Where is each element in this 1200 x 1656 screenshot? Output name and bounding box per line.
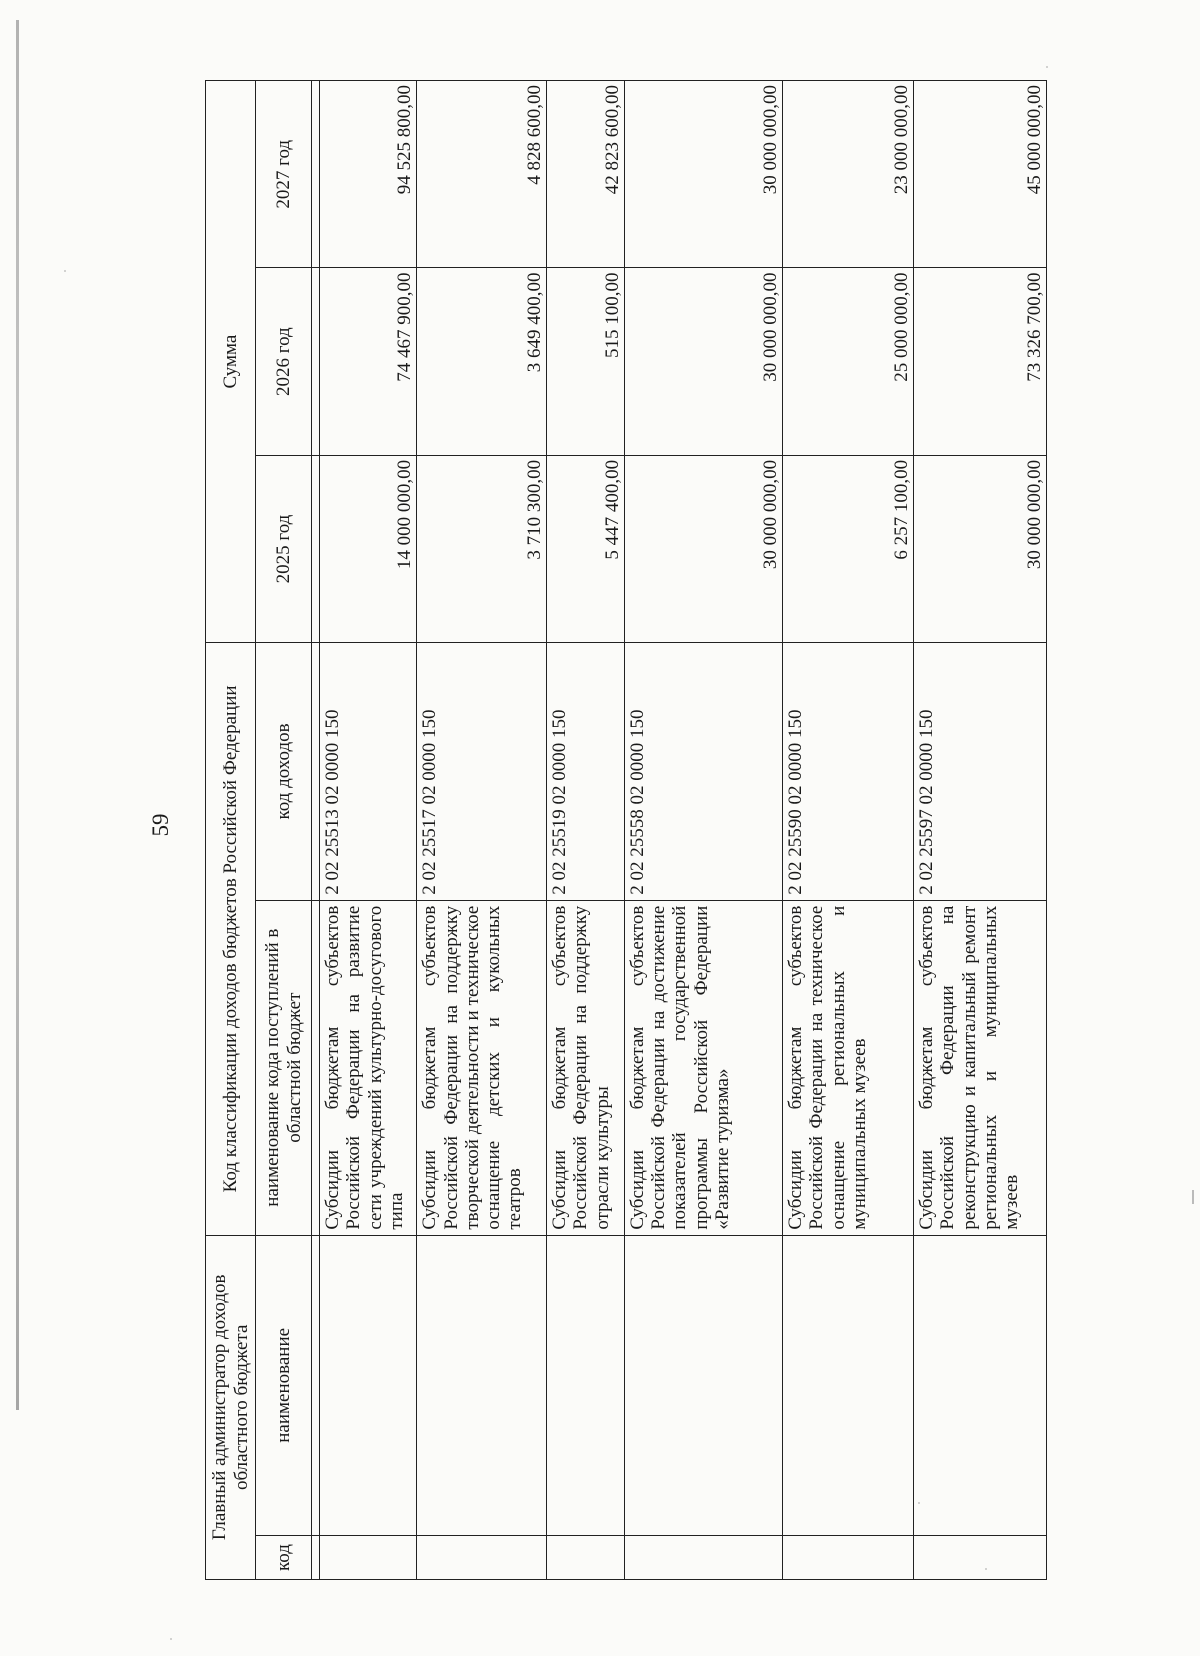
sum-2027-cell: 4 828 600,00 bbox=[417, 81, 547, 268]
name-cell bbox=[417, 1235, 547, 1535]
scan-speck bbox=[1046, 66, 1048, 68]
page-number: 59 bbox=[148, 813, 173, 837]
scan-speck bbox=[170, 1638, 172, 1640]
scan-mark bbox=[1192, 1190, 1194, 1204]
revenue-table bbox=[205, 80, 1047, 1580]
description-cell: Субсидии бюджетам субъектов Российской Федерации на техническое оснащение региональных и муниципальных музеев bbox=[783, 900, 914, 1235]
sum-2027-cell: 42 823 600,00 bbox=[547, 81, 625, 268]
name-cell bbox=[914, 1235, 1047, 1535]
sum-2026-cell: 515 100,00 bbox=[547, 268, 625, 455]
table-row bbox=[783, 81, 914, 1580]
description-cell: Субсидии бюджетам субъектов Российской Федерации на достижение показателей государственной программы Российской Федерации «Развитие туризма» bbox=[624, 900, 782, 1235]
sum-2025-cell: 5 447 400,00 bbox=[547, 455, 625, 642]
income-code-cell: 2 02 25517 02 0000 150 bbox=[417, 643, 547, 901]
sum-2025-cell: 3 710 300,00 bbox=[417, 455, 547, 642]
income-code-cell: 2 02 25597 02 0000 150 bbox=[914, 643, 1047, 901]
table-row bbox=[914, 81, 1047, 1580]
table-row bbox=[547, 81, 625, 1580]
sum-2026-cell: 25 000 000,00 bbox=[783, 268, 914, 455]
code-cell bbox=[320, 1536, 417, 1580]
income-code-cell: 2 02 25519 02 0000 150 bbox=[547, 643, 625, 901]
name-cell bbox=[547, 1235, 625, 1535]
code-cell bbox=[783, 1536, 914, 1580]
sum-2025-cell: 6 257 100,00 bbox=[783, 455, 914, 642]
header-name: наименование bbox=[256, 1235, 312, 1535]
sum-2025-cell: 30 000 000,00 bbox=[624, 455, 782, 642]
scan-speck bbox=[64, 270, 66, 272]
header-row-columns bbox=[256, 81, 312, 1580]
sum-2026-cell: 30 000 000,00 bbox=[624, 268, 782, 455]
table-row bbox=[320, 81, 417, 1580]
description-cell: Субсидии бюджетам субъектов Российской Федерации на поддержку творческой деятельности и техническое оснащение детских и кукольных театров bbox=[417, 900, 547, 1235]
header-year-2026: 2026 год bbox=[256, 268, 312, 455]
description-cell: Субсидии бюджетам субъектов Российской Федерации на реконструкцию и капитальный ремонт региональных и муниципальных музеев bbox=[914, 900, 1047, 1235]
sum-2026-cell: 3 649 400,00 bbox=[417, 268, 547, 455]
table-row bbox=[624, 81, 782, 1580]
header-admin-group: Главный администратор доходов областного бюджета bbox=[206, 1235, 256, 1579]
header-year-2025: 2025 год bbox=[256, 455, 312, 642]
sum-2025-cell: 30 000 000,00 bbox=[914, 455, 1047, 642]
header-sum-group: Сумма bbox=[206, 81, 256, 643]
name-cell bbox=[783, 1235, 914, 1535]
sum-2027-cell: 30 000 000,00 bbox=[624, 81, 782, 268]
header-row-groups bbox=[206, 81, 256, 1580]
sum-2027-cell: 23 000 000,00 bbox=[783, 81, 914, 268]
code-cell bbox=[624, 1536, 782, 1580]
description-cell: Субсидии бюджетам субъектов Российской Федерации на поддержку отрасли культуры bbox=[547, 900, 625, 1235]
sum-2026-cell: 73 326 700,00 bbox=[914, 268, 1047, 455]
code-cell bbox=[914, 1536, 1047, 1580]
name-cell bbox=[624, 1235, 782, 1535]
rotated-page-content bbox=[148, 80, 1105, 1580]
header-income-code: код доходов bbox=[256, 643, 312, 901]
header-classification-group: Код классификации доходов бюджетов Российской Федерации bbox=[206, 643, 256, 1235]
header-code: код bbox=[256, 1536, 312, 1580]
header-description: наименование кода поступлений в областной бюджет bbox=[256, 900, 312, 1235]
sum-2025-cell: 14 000 000,00 bbox=[320, 455, 417, 642]
income-code-cell: 2 02 25558 02 0000 150 bbox=[624, 643, 782, 901]
income-code-cell: 2 02 25590 02 0000 150 bbox=[783, 643, 914, 901]
description-cell: Субсидии бюджетам субъектов Российской Федерации на развитие сети учреждений культурно-досугового типа bbox=[320, 900, 417, 1235]
code-cell bbox=[417, 1536, 547, 1580]
header-year-2027: 2027 год bbox=[256, 81, 312, 268]
sum-2027-cell: 94 525 800,00 bbox=[320, 81, 417, 268]
code-cell bbox=[547, 1536, 625, 1580]
sum-2026-cell: 74 467 900,00 bbox=[320, 268, 417, 455]
binding-edge bbox=[16, 20, 19, 1410]
table-row bbox=[417, 81, 547, 1580]
sum-2027-cell: 45 000 000,00 bbox=[914, 81, 1047, 268]
income-code-cell: 2 02 25513 02 0000 150 bbox=[320, 643, 417, 901]
spacer-row bbox=[312, 81, 320, 1580]
name-cell bbox=[320, 1235, 417, 1535]
